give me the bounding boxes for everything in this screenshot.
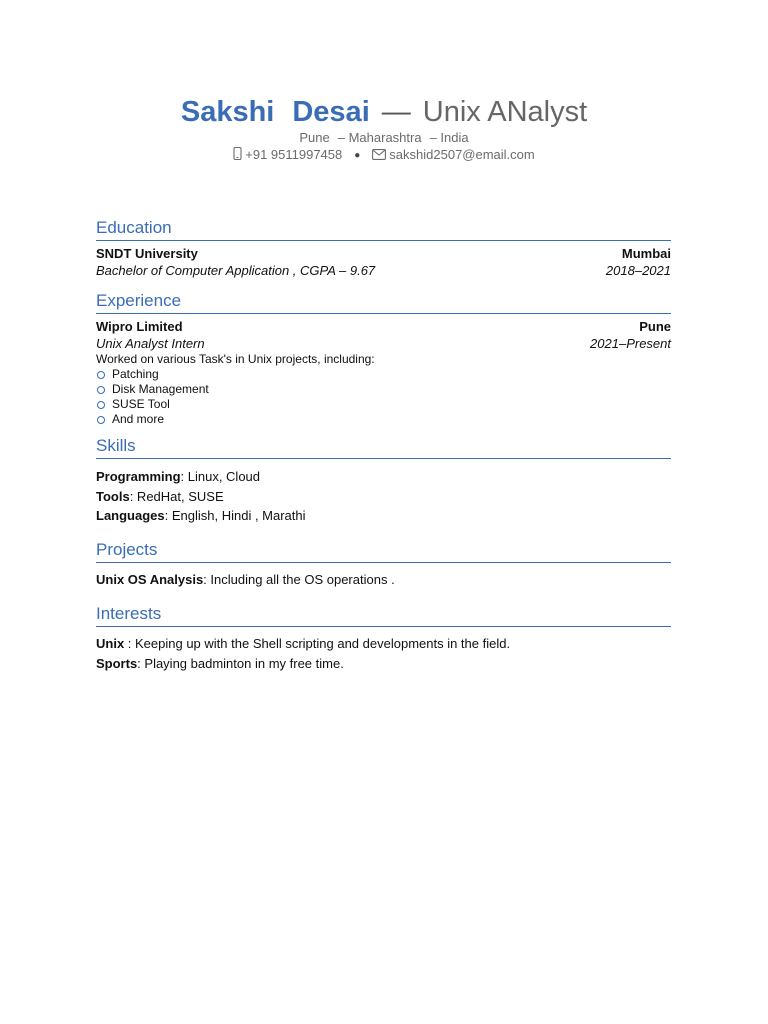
phone-number[interactable]: +91 9511997458 (245, 147, 343, 162)
list-item: And more (96, 412, 671, 427)
country: – India (429, 130, 469, 145)
interest-row: Sports: Playing badminton in my free time. (96, 655, 344, 671)
projects-title: Projects (96, 539, 671, 563)
title-separator: — (381, 96, 411, 128)
education-entry (96, 245, 671, 279)
last-name: Desai (292, 96, 370, 128)
email-link[interactable]: sakshid2507@email.com (389, 147, 535, 162)
envelope-icon (372, 147, 386, 164)
city: Pune (299, 130, 330, 145)
circle-bullet-icon (97, 401, 105, 409)
experience-entry (96, 318, 671, 427)
list-item: Disk Management (96, 382, 671, 397)
education-dates: 2018–2021 (605, 263, 671, 278)
circle-bullet-icon (97, 416, 105, 424)
skill-row: Programming: Linux, Cloud (96, 469, 261, 484)
first-name: Sakshi (180, 96, 275, 128)
experience-description: Worked on various Task's in Unix projects, including: (96, 352, 375, 366)
project-row: Unix OS Analysis: Including all the OS operations . (96, 572, 395, 587)
resume-header (0, 93, 768, 164)
education-title: Education (96, 217, 671, 241)
skills-section (96, 435, 671, 526)
interests-section (96, 603, 671, 673)
circle-bullet-icon (97, 371, 105, 379)
location-line (0, 129, 768, 146)
skills-title: Skills (96, 435, 671, 459)
mobile-phone-icon (233, 147, 242, 164)
list-item: Patching (96, 367, 671, 382)
name-line (0, 93, 768, 131)
institution-location: Mumbai (621, 246, 671, 261)
interests-title: Interests (96, 603, 671, 627)
circle-bullet-icon (97, 386, 105, 394)
degree: Bachelor of Computer Application , CGPA – 9.67 (96, 263, 376, 278)
education-section (96, 217, 671, 279)
position-title: Unix Analyst Intern (96, 336, 205, 351)
projects-section (96, 539, 671, 590)
company-name: Wipro Limited (96, 319, 183, 334)
job-role: Unix ANalyst (422, 96, 588, 128)
company-location: Pune (639, 319, 671, 334)
state: – Maharashtra (337, 130, 422, 145)
skill-row: Tools: RedHat, SUSE (96, 488, 224, 504)
contact-bullet: ● (354, 150, 361, 161)
experience-dates: 2021–Present (590, 336, 671, 351)
experience-section (96, 290, 671, 427)
institution-name: SNDT University (96, 246, 198, 261)
experience-items (96, 367, 671, 427)
list-item: SUSE Tool (96, 397, 671, 412)
interest-row: Unix : Keeping up with the Shell scripting and developments in the field. (96, 636, 511, 651)
contact-line (0, 146, 768, 164)
experience-title: Experience (96, 290, 671, 314)
skill-row: Languages: English, Hindi , Marathi (96, 508, 306, 523)
